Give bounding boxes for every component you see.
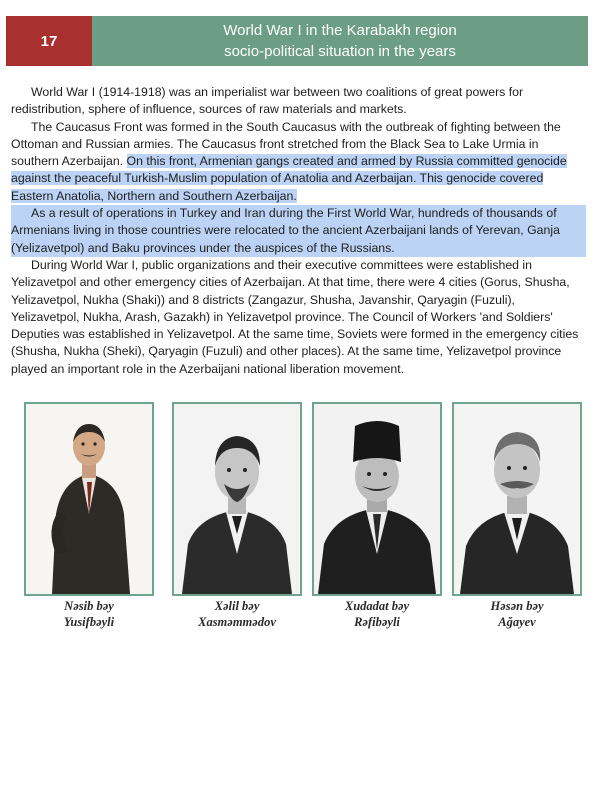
- title-line-1: World War I in the Karabakh region: [223, 22, 457, 39]
- portrait-card: [172, 402, 302, 630]
- title-line-2: socio-political situation in the years: [224, 43, 456, 60]
- paragraph-2: [11, 119, 586, 205]
- man-portrait-icon: [26, 404, 152, 594]
- portrait-caption: Xəlil bəy Xasməmmədov: [198, 599, 276, 629]
- portrait-card: [24, 402, 154, 630]
- portrait-photo: [452, 402, 582, 596]
- paragraph-3-highlighted[interactable]: As a result of operations in Turkey and Iran during the First World War, hundreds of thousands of Armenians living in those countries were relocated to the ancient Azerbaijani lands of Yerevan, Ganja (Yelizavetpol) and Baku provinces under the auspices of the Russians.: [11, 205, 586, 257]
- man-portrait-icon: [174, 404, 300, 594]
- portrait-card: [312, 402, 442, 630]
- highlighted-text[interactable]: On this front, Armenian gangs created and armed by Russia committed genocide against the peaceful Turkish-Muslim population of Anatolia and Azerbaijan. This genocide covered Eastern Anatolia, Northern and Southern Azerbaijan.: [11, 154, 567, 203]
- page-title: [92, 16, 588, 66]
- paragraph-2-text: The Caucasus Front was formed in the South Caucasus with the outbreak of fighting between the Ottoman and Russian armies. The Caucasus front stretched from the Black Sea to Lake Urmia in southern Azerbaijan.: [11, 119, 561, 169]
- portrait-gallery: [24, 402, 580, 632]
- portrait-caption: Nəsib bəy Yusifbəyli: [63, 599, 115, 629]
- portrait-caption: Həsən bəy Ağayev: [490, 599, 544, 629]
- man-portrait-icon: [314, 404, 440, 594]
- portrait-caption: Xudadat bəy Rəfibəyli: [344, 599, 410, 629]
- paragraph-1: World War I (1914-1918) was an imperialist war between two coalitions of great powers for redistribution, sphere of influence, sources of raw materials and markets.: [11, 85, 524, 117]
- article-body: [11, 84, 586, 378]
- paragraph-4: During World War I, public organizations and their executive committees were established in Yelizavetpol and other emergency cities of Azerbaijan. At that time, there were 4 cities (Gorus, Shusha, Yelizavetpol, Nukha (Shaki)) and 8 districts (Zangazur, Shusha, Javanshir, Qaryagin (Fuzuli), Yelizavetpol, Nukha, Arash, Gazakh) in Yelizavetpol province. The Council of Workers 'and Soldiers' Deputies was established in Yelizavetpol. At the same time, Soviets were formed in the emergency cities (Shusha, Nukha (Sheki), Qaryagin (Fuzuli) and other places). At the same time, Yelizavetpol province played an important role in the Azerbaijani national liberation movement.: [11, 257, 579, 376]
- man-portrait-icon: [454, 404, 580, 594]
- portrait-photo: [24, 402, 154, 596]
- portrait-photo: [172, 402, 302, 596]
- portrait-photo: [312, 402, 442, 596]
- page-header: [6, 16, 588, 66]
- portrait-card: [452, 402, 582, 630]
- page-number: 17: [6, 16, 92, 66]
